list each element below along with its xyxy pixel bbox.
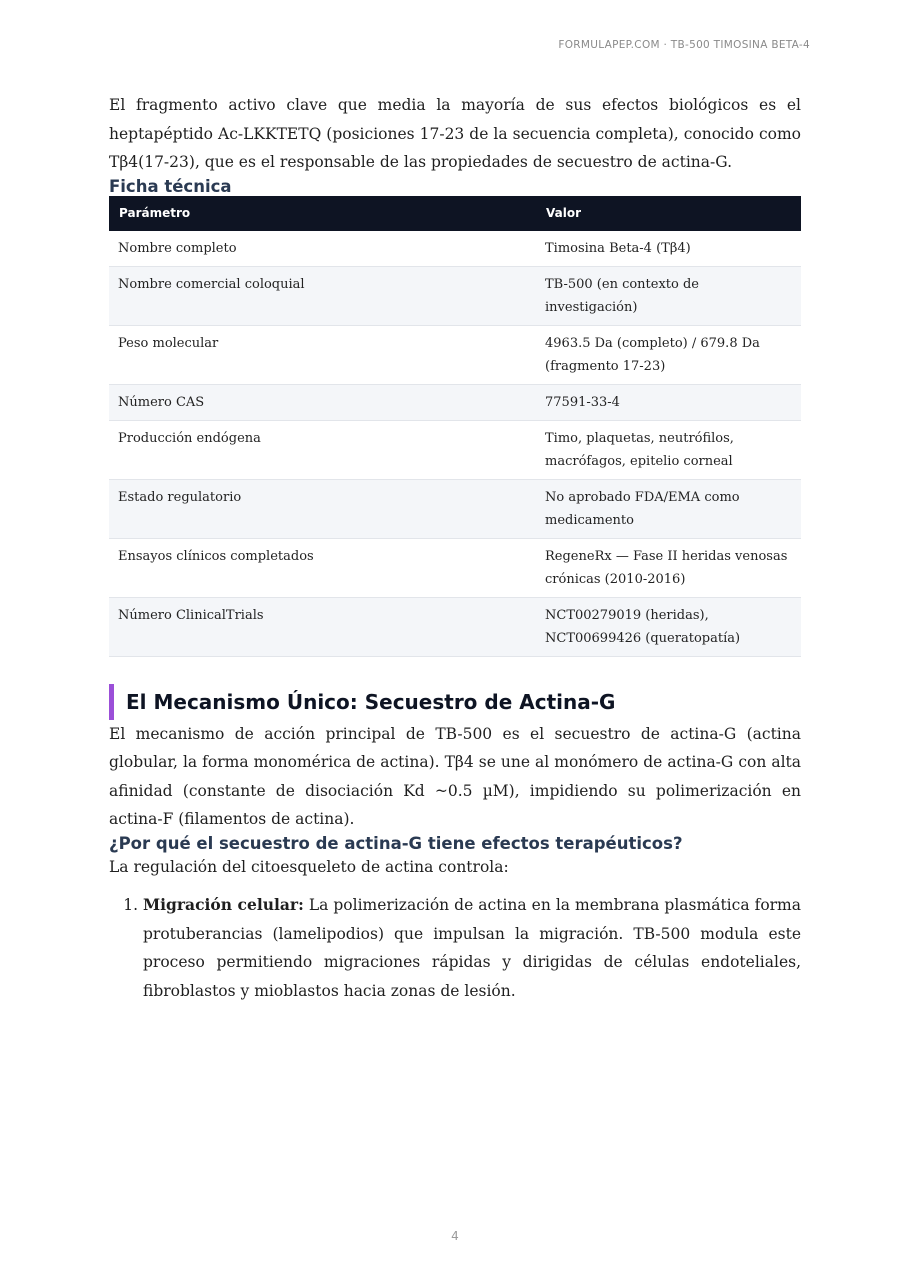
param-cell: Estado regulatorio (109, 479, 536, 538)
section-title: El Mecanismo Único: Secuestro de Actina-G (126, 689, 616, 714)
effects-list (109, 891, 801, 1005)
value-cell: Timo, plaquetas, neutrófilos, macrófagos, epitelio corneal (536, 420, 801, 479)
param-cell: Peso molecular (109, 325, 536, 384)
list-item (143, 891, 801, 1005)
intro-paragraph: El fragmento activo clave que media la mayoría de sus efectos biológicos es el heptapéptido Ac-LKKTETQ (posiciones 17-23 de la secuencia completa), conocido como Tβ4(17-23), que es el responsable de las propiedades de secuestro de actina-G. (109, 96, 801, 171)
param-cell: Número CAS (109, 384, 536, 420)
table-row (109, 325, 801, 384)
param-cell: Ensayos clínicos completados (109, 538, 536, 597)
value-cell: Timosina Beta-4 (Tβ4) (536, 231, 801, 267)
value-cell: No aprobado FDA/EMA como medicamento (536, 479, 801, 538)
page-content (109, 91, 801, 1005)
value-cell: 4963.5 Da (completo) / 679.8 Da (fragmento 17-23) (536, 325, 801, 384)
param-cell: Nombre completo (109, 231, 536, 267)
table-row (109, 420, 801, 479)
column-header-parametro: Parámetro (109, 196, 536, 231)
value-cell: NCT00279019 (heridas), NCT00699426 (queratopatía) (536, 597, 801, 656)
table-header-row (109, 196, 801, 231)
table-row (109, 231, 801, 267)
table-row (109, 597, 801, 656)
section-paragraph: El mecanismo de acción principal de TB-500 es el secuestro de actina-G (actina globular, la forma monomérica de actina). Tβ4 se une al monómero de actina-G con alta afinidad (constante de disociación Kd ~0.5 µM), impidiendo su polimerización en actina-F (filamentos de actina). (109, 724, 801, 828)
ficha-table (109, 196, 801, 657)
list-item-text: La polimerización de actina en la membrana plasmática forma protuberancias (lamelipodios) que impulsan la migración. TB-500 modula este proceso permitiendo migraciones rápidas y dirigidas de células endoteliales, fibroblastos y mioblastos hacia zonas de lesión. (143, 896, 801, 1000)
table-row (109, 538, 801, 597)
column-header-valor: Valor (536, 196, 801, 231)
table-row (109, 479, 801, 538)
ficha-heading: Ficha técnica (109, 176, 232, 196)
table-row (109, 384, 801, 420)
table-row (109, 266, 801, 325)
list-item-term: Migración celular: (143, 895, 304, 914)
param-cell: Número ClinicalTrials (109, 597, 536, 656)
value-cell: 77591-33-4 (536, 384, 801, 420)
subheading-por-que: ¿Por qué el secuestro de actina-G tiene efectos terapéuticos? (109, 833, 683, 853)
section-heading-block (109, 684, 801, 720)
value-cell: TB-500 (en contexto de investigación) (536, 266, 801, 325)
running-header: FORMULAPEP.COM · TB-500 TIMOSINA BETA-4 (558, 39, 810, 51)
list-lead: La regulación del citoesqueleto de actina controla: (109, 857, 509, 876)
param-cell: Nombre comercial coloquial (109, 266, 536, 325)
page-number: 4 (451, 1229, 459, 1243)
value-cell: RegeneRx — Fase II heridas venosas crónicas (2010-2016) (536, 538, 801, 597)
param-cell: Producción endógena (109, 420, 536, 479)
